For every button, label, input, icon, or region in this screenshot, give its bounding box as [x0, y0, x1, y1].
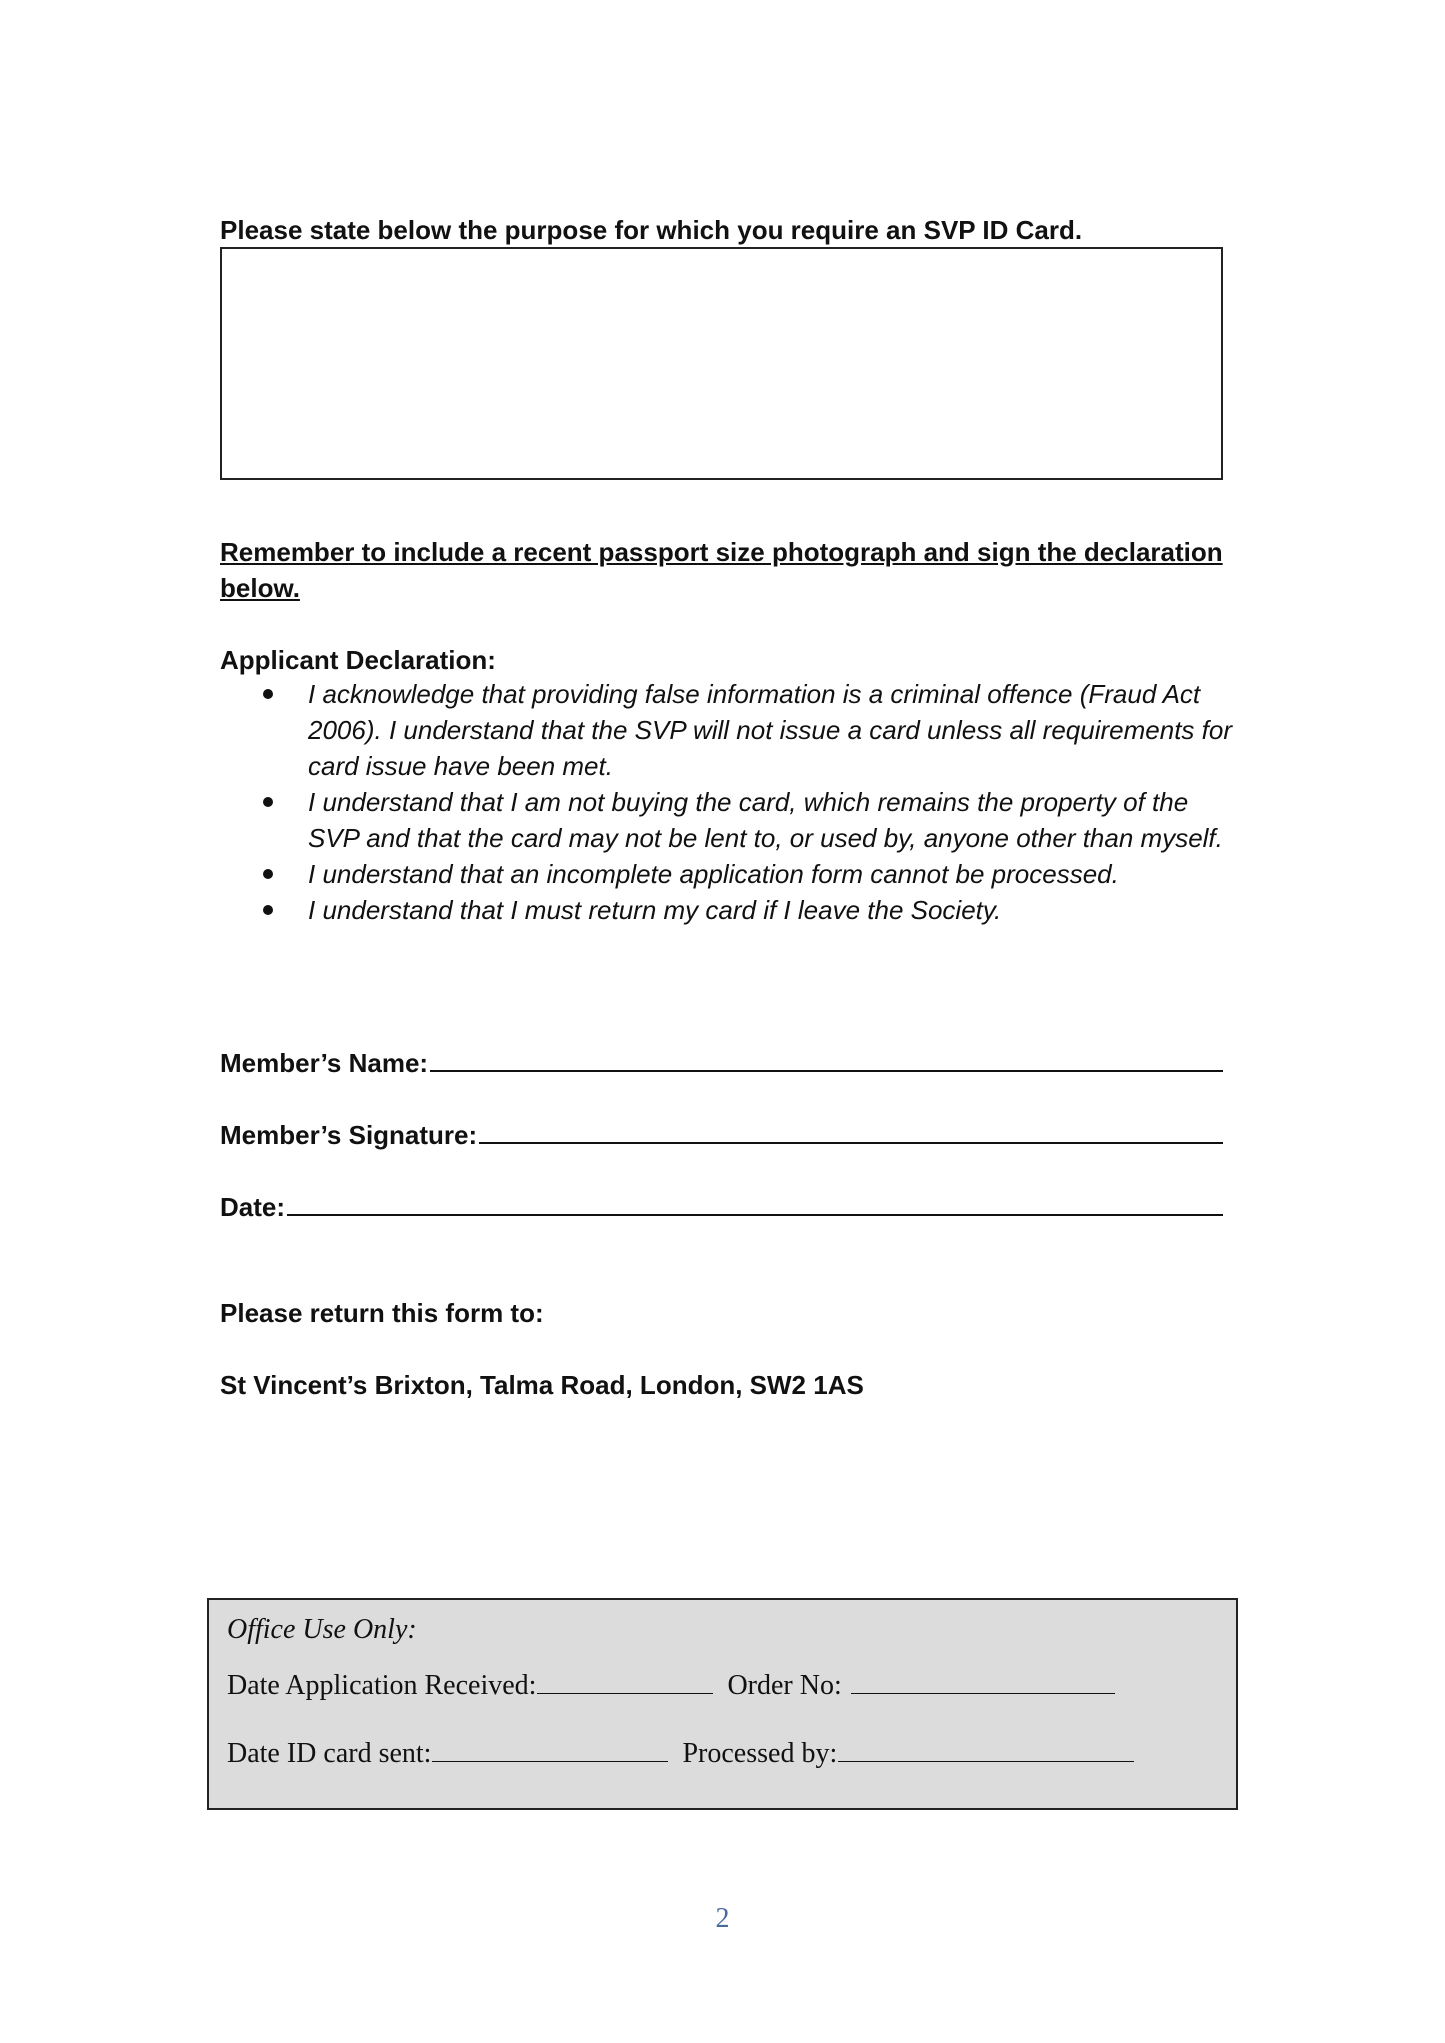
declaration-item — [220, 892, 1240, 928]
bullet-icon — [263, 797, 273, 807]
date-received-field[interactable] — [537, 1667, 713, 1694]
purpose-label: Please state below the purpose for which you require an SVP ID Card. — [220, 215, 1083, 245]
bullet-icon — [263, 689, 273, 699]
declaration-list — [220, 676, 1240, 928]
return-label: Please return this form to: — [220, 1298, 544, 1328]
declaration-item-text: I understand that an incomplete application form cannot be processed. — [308, 859, 1119, 889]
declaration-heading: Applicant Declaration: — [220, 645, 496, 675]
date-sent-field[interactable] — [432, 1735, 668, 1762]
member-name-row — [220, 1044, 1223, 1081]
bullet-icon — [263, 869, 273, 879]
date-sent-label: Date ID card sent: — [227, 1738, 432, 1769]
declaration-item — [220, 856, 1240, 892]
date-label: Date: — [220, 1192, 286, 1222]
declaration-item-text: I understand that I must return my card if I leave the Society. — [308, 895, 1002, 925]
member-signature-row — [220, 1116, 1223, 1153]
declaration-item — [220, 784, 1240, 856]
office-row-received — [227, 1666, 1115, 1706]
member-name-field[interactable] — [430, 1044, 1223, 1072]
order-no-field[interactable] — [851, 1667, 1115, 1694]
declaration-item-text: I acknowledge that providing false information is a criminal offence (Fraud Act 2006). I understand that the SVP will not issue a card unless all requirements for card issue have been met. — [308, 679, 1232, 781]
member-signature-label: Member’s Signature: — [220, 1120, 478, 1150]
date-field[interactable] — [287, 1188, 1223, 1216]
purpose-text-box[interactable] — [220, 247, 1223, 480]
office-use-box — [207, 1598, 1238, 1810]
processed-by-field[interactable] — [838, 1735, 1134, 1762]
member-name-label: Member’s Name: — [220, 1048, 429, 1078]
return-address: St Vincent’s Brixton, Talma Road, London, SW2 1AS — [220, 1370, 864, 1400]
bullet-icon — [263, 905, 273, 915]
date-row — [220, 1188, 1223, 1225]
office-use-title: Office Use Only: — [227, 1614, 417, 1645]
declaration-item — [220, 676, 1240, 784]
member-signature-field[interactable] — [479, 1116, 1223, 1144]
processed-by-label: Processed by: — [682, 1738, 838, 1769]
declaration-item-text: I understand that I am not buying the card, which remains the property of the SVP and that the card may not be lent to, or used by, anyone other than myself. — [308, 787, 1223, 853]
page-number: 2 — [715, 1903, 730, 1934]
photo-reminder: Remember to include a recent passport size photograph and sign the declaration below. — [220, 537, 1223, 603]
office-row-sent — [227, 1734, 1134, 1774]
date-received-label: Date Application Received: — [227, 1670, 537, 1701]
order-no-label: Order No: — [727, 1670, 842, 1701]
